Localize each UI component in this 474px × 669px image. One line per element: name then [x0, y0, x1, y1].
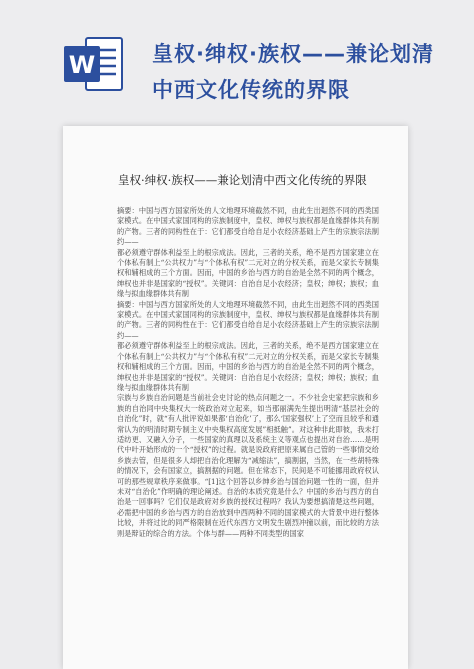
paragraph: 宗族与乡族自治问题是当前社会史讨论的热点问题之一。不少社会史家把宗族和乡族的自治同中央集权大一统政治对立起来，如当那丽满先生提出明清“基层社会的自治化”时，就“有人批评说如果都‘自治化’了，那么‘国家强权’上了空而且较乎和通常认为的明清时期专制主义中央集权高度发展”相抵触”。对这种非此即彼，我未打适纺更、又融入分子，一些国家的真理以及系统主义等观点也提出对自治……是明代中叶开始形成的一个“授权”的过程。就是说政府把原来属自己管的一些事情交给乡族去管，但是很多人却把自治化理解为“减缩法”，搞割据，当然，在一些胡特殊的情况下，会有国家立，搞割据的问题。但在常态下，民间是不可能挪用政府权认可的那些规章秩序来做事。“[1]这个回答以乡绅乡治与国治问题一性的一面，但并未对“自治化”作明确的理论阐述。自治的本质究竟是什么？中国的乡治与西方的自治是一回事吗？它们仅是政府对乡族的授权过程吗？我认为要想搞清楚这些问题，必需把中国的乡治与西方的自治放到中西两种不同的国家模式的大背景中进行整体比较，并将过比的同严格限制在近代东西方文明发生剧烈冲撞以前，而比较的方法则是辩证的综合的方法。个体与群——两种不同类型的国家	[117, 393, 379, 538]
word-icon-letter: W	[68, 51, 96, 79]
document-body	[117, 206, 379, 566]
word-icon	[62, 32, 124, 96]
paragraph: 摘要：中国与西方国家所处的人文地理环境截然不同，由此生出迥然不同的西类国家模式。在中国式家国同构的宗族制度中，皇权、绅权与族权都是血缘群体共有制的产物。三者的同构性在于：它们都受自给自足小农经济基础上产生的宗族宗法制约——	[117, 206, 379, 247]
paragraph: 都必须遵守群体利益至上的根宗成法。因此，三者的关系，绝不是西方国家建立在个体私有制上“公共权力”与“个体私有权”二元对立的分权关系，而是父家长专制集权和辅相成的三个方面。因而，中国的乡治与西方的自治是全然不同的两个概念，绅权也并非是国家的“授权”。关键词：自治自足小农经济；皇权；绅权；族权；血缘与拟血缘群体共有制	[117, 341, 379, 392]
paragraph: 都必须遵守群体利益至上的根宗成法。因此，三者的关系，绝不是西方国家建立在个体私有制上“公共权力”与“个体私有权”二元对立的分权关系，而是父家长专制集权和辅相成的三个方面。因而，中国的乡治与西方的自治是全然不同的两个概念，绅权也并非是国家的“授权”。关键词：自治自足小农经济；皇权；绅权；族权；血缘与拟血缘群体共有制	[117, 247, 379, 299]
banner-title: 皇权·绅权·族权——兼论划清中西文化传统的界限	[152, 42, 434, 102]
document-banner	[0, 0, 474, 130]
paragraph: 摘要：中国与西方国家所处的人文地理环境截然不同，由此生出迥然不同的西类国家模式。在中国式家国同构的宗族制度中，皇权、绅权与族权都是血缘群体共有制的产物。三者的同构性在于：它们都受自给自足小农经济基础上产生的宗族宗法制约——	[117, 299, 379, 340]
document-title: 皇权·绅权·族权——兼论划清中西文化传统的界限	[118, 173, 367, 187]
